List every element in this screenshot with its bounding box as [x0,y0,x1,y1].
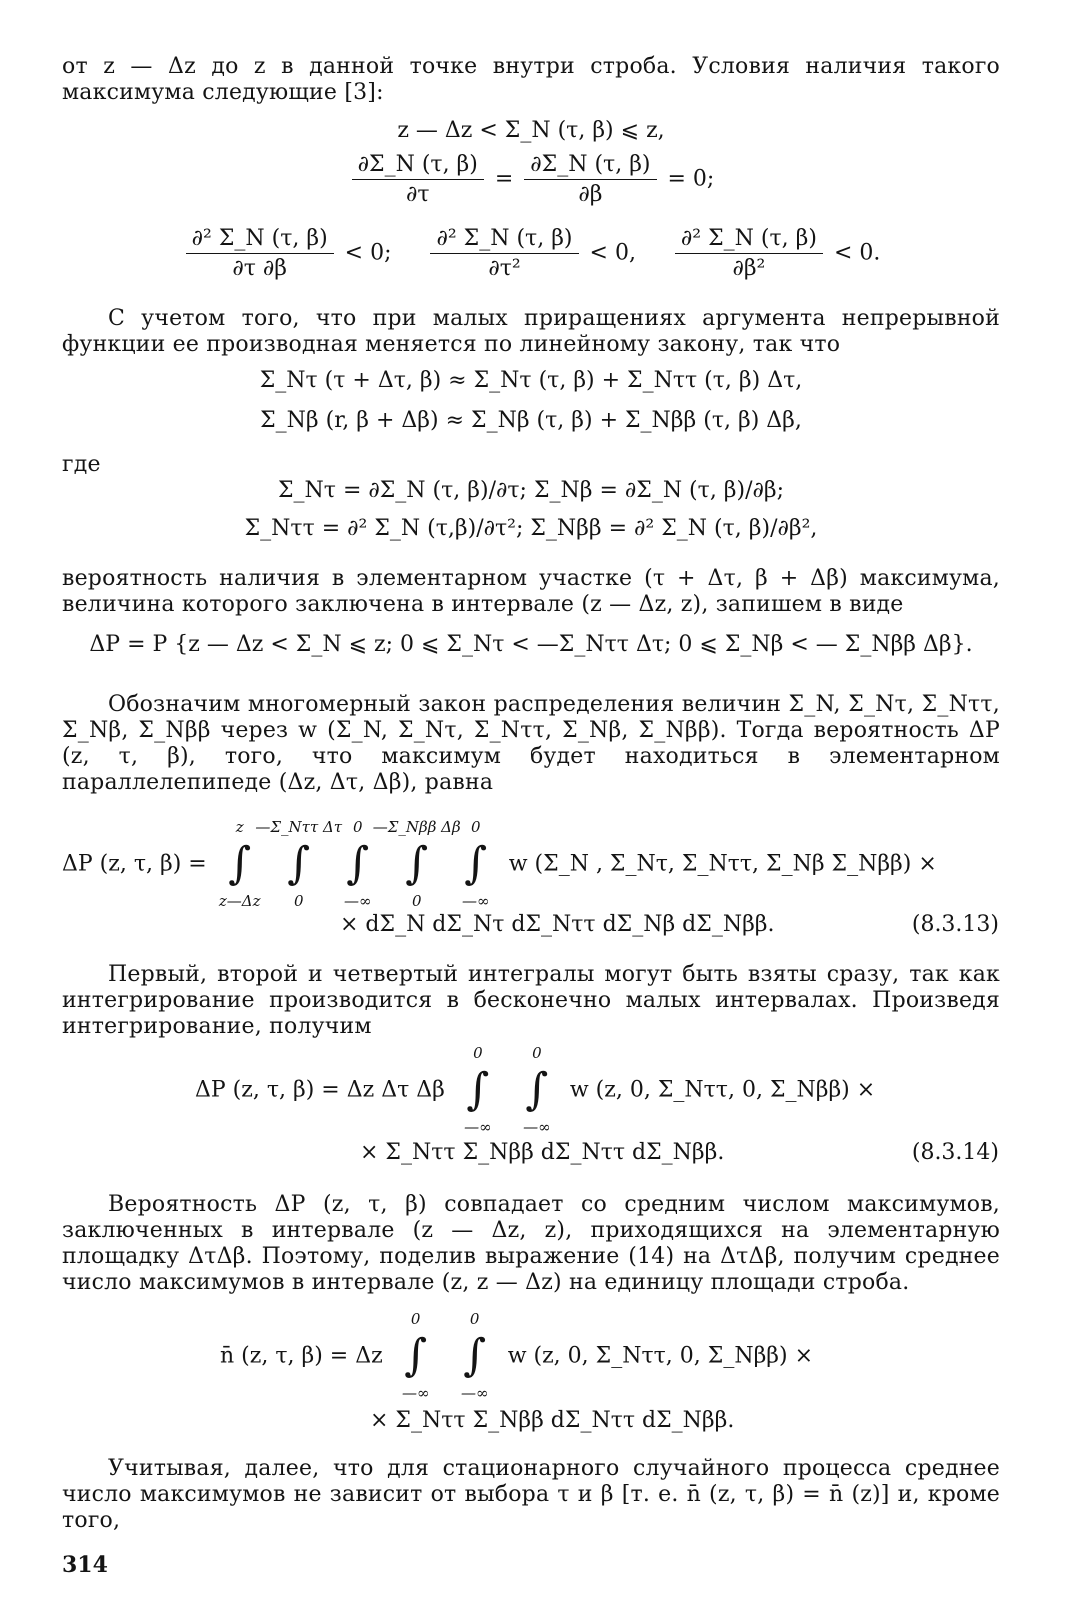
paragraph-intro: от z — Δz до z в данной точке внутри строба. Условия наличия такого максимума следующие [3]: [62,54,1000,105]
frac-den: ∂τ ∂β [232,256,287,281]
integral-upper-limit: 0 [469,1310,480,1328]
integral-upper-limit: z [235,818,244,836]
integral-upper-limit: 0 [532,1044,542,1062]
integral-lower-limit: z—Δz [218,892,261,910]
integral-lower-limit: 0 [293,892,304,910]
equation-linearization-tau: Σ_Nτ (τ + Δτ, β) ≈ Σ_Nτ (τ, β) + Σ_Nττ (τ, β) Δτ, [259,368,803,393]
condition-range: z — Δz < Σ_N (τ, β) ⩽ z, [397,118,665,143]
equation-probability: ΔP = P {z — Δz < Σ_N ⩽ z; 0 ⩽ Σ_Nτ < —Σ_Nττ Δτ; 0 ⩽ Σ_Nβ < — Σ_Nββ Δβ}. [89,632,973,657]
integral-sign: 0 ∫ —∞ [332,818,384,910]
condition-second-derivatives [62,226,1000,281]
eq-tail: = 0; [667,166,715,192]
eq-lhs: n̄ (z, τ, β) = Δz [220,1343,383,1369]
equation-number: (8.3.14) [911,1140,999,1165]
eq-lhs: ΔP (z, τ, β) = Δz Δτ Δβ [195,1077,445,1103]
frac-num: ∂² Σ_N (τ, β) [675,226,823,254]
integral-sign: z ∫ z—Δz [214,818,266,910]
paragraph-stationary: Учитывая, далее, что для стационарного случайного процесса среднее число максимумов не зависит от выбора τ и β [т. е. n̄ (z, τ, β) = n̄ (z)] и, кроме того, [62,1456,1000,1533]
integral-upper-limit: 0 [352,818,363,836]
integral-upper-limit: 0 [410,1310,421,1328]
equation-8-3-13-line2: × dΣ_N dΣ_Nτ dΣ_Nττ dΣ_Nβ dΣ_Nββ. [340,912,775,937]
integral-lower-limit: 0 [411,892,422,910]
integral-lower-limit: —∞ [460,1384,489,1402]
integral-upper-limit: 0 [470,818,481,836]
paragraph-mean-maxima: Вероятность ΔP (z, τ, β) совпадает со средним числом максимумов, заключенных в интервале (z — Δz, z), приходящихся на элементарную площадку ΔτΔβ. Поэтому, поделив выражение (14) на ΔτΔβ, получим среднее число максимумов в интервале (z, z — Δz) на единицу площади строба. [62,1192,1000,1295]
integral-lower-limit: —∞ [461,892,490,910]
equation-mean-number-line2: × Σ_Nττ Σ_Nββ dΣ_Nττ dΣ_Nββ. [370,1408,735,1433]
eq-integrand: w (z, 0, Σ_Nττ, 0, Σ_Nββ) × [569,1077,876,1103]
condition-first-derivatives: $\frac{\partial\Sigma\_N (\tau, \beta)}{\partial\tau}$ = $\frac{\partial\Sigma\_N (\tau, \beta)}{\partial\beta}$ = 0; [62,152,1000,207]
equation-definitions-second: Σ_Nττ = ∂² Σ_N (τ,β)/∂τ²; Σ_Nββ = ∂² Σ_N (τ, β)/∂β², [244,516,818,541]
integral-sign: —Σ_Nττ Δτ ∫ 0 [273,818,325,910]
frac-den: ∂τ² [488,256,521,281]
integral-lower-limit: —∞ [464,1118,492,1136]
integral-upper-limit: 0 [473,1044,483,1062]
equation-linearization-beta: Σ_Nβ (r, β + Δβ) ≈ Σ_Nβ (τ, β) + Σ_Nββ (τ, β) Δβ, [260,408,802,433]
frac-den: ∂β [578,182,603,207]
integral-upper-limit: —Σ_Nββ Δβ [372,818,461,836]
equation-8-3-13 [62,818,1000,910]
integral-sign: 0 ∫ —∞ [452,1044,504,1136]
integral-lower-limit: —∞ [523,1118,551,1136]
eq-tail: < 0. [833,240,881,266]
integral-sign: 0 ∫ —∞ [449,1310,501,1402]
eq-tail: < 0, [589,240,636,266]
paragraph-linear-law: С учетом того, что при малых приращениях аргумента непрерывной функции ее производная меняется по линейному закону, так что [62,306,1000,357]
eq-lhs: ΔP (z, τ, β) = [62,851,207,877]
equation-definitions-first: Σ_Nτ = ∂Σ_N (τ, β)/∂τ; Σ_Nβ = ∂Σ_N (τ, β)/∂β; [277,478,785,503]
eq-integrand: w (z, 0, Σ_Nττ, 0, Σ_Nββ) × [507,1343,814,1369]
integral-sign: 0 ∫ —∞ [390,1310,442,1402]
frac-num: ∂Σ_N (τ, β) [352,152,484,180]
frac-den: ∂β² [732,256,766,281]
integral-lower-limit: —∞ [401,1384,430,1402]
paragraph-probability-intro: вероятность наличия в элементарном участке (τ + Δτ, β + Δβ) максимума, величина которого заключена в интервале (z — Δz, z), запишем в виде [62,566,1000,617]
integral-lower-limit: —∞ [343,892,372,910]
integral-upper-limit: —Σ_Nττ Δτ [255,818,343,836]
equation-8-3-14-line2: × Σ_Nττ Σ_Nββ dΣ_Nττ dΣ_Nββ. [360,1140,725,1165]
equation-mean-number [220,1310,813,1402]
equation-8-3-14 [195,1044,875,1136]
paragraph-integration: Первый, второй и четвертый интегралы могут быть взяты сразу, так как интегрирование производится в бесконечно малых интервалах. Произведя интегрирование, получим [62,962,1000,1039]
word-where: где [62,452,101,477]
frac-num: ∂Σ_N (τ, β) [524,152,656,180]
integral-sign: —Σ_Nββ Δβ ∫ 0 [391,818,443,910]
integral-sign: 0 ∫ —∞ [450,818,502,910]
frac-num: ∂² Σ_N (τ, β) [186,226,334,254]
equation-number: (8.3.13) [911,912,999,937]
page-number: 314 [62,1552,108,1578]
frac-num: ∂² Σ_N (τ, β) [430,226,578,254]
eq-integrand: w (Σ_N , Σ_Nτ, Σ_Nττ, Σ_Nβ Σ_Nββ) × [508,851,937,877]
integral-sign: 0 ∫ —∞ [511,1044,563,1136]
eq-tail: < 0; [344,240,392,266]
frac-den: ∂τ [405,182,430,207]
paragraph-distribution: Обозначим многомерный закон распределения величин Σ_N, Σ_Nτ, Σ_Nττ, Σ_Nβ, Σ_Nββ через w (Σ_N, Σ_Nτ, Σ_Nττ, Σ_Nβ, Σ_Nββ). Тогда вероятность ΔP (z, τ, β), того, что максимум будет находиться в элементарном параллелепипеде (Δz, Δτ, Δβ), равна [62,692,1000,795]
